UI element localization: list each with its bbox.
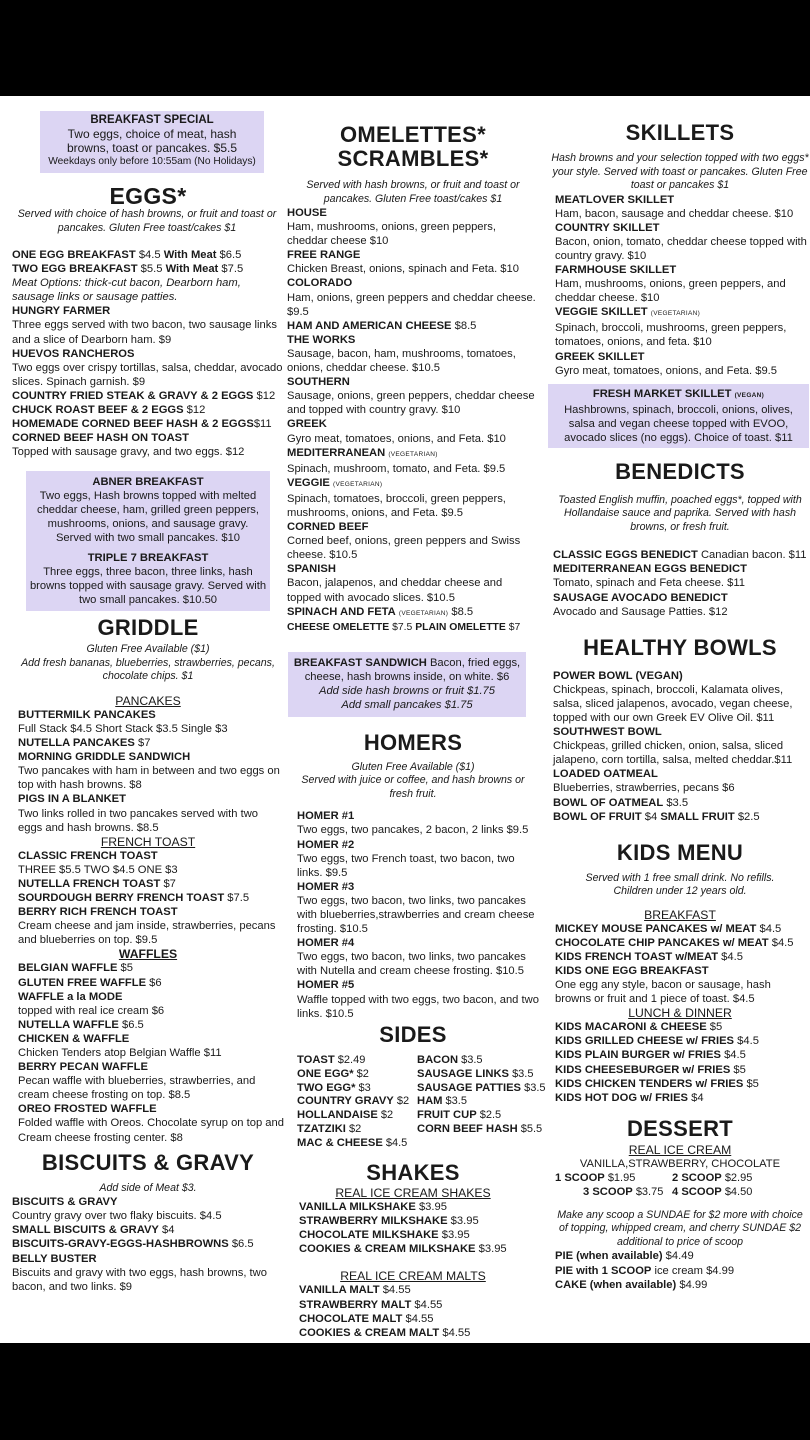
- homers-title: HOMERS: [363, 729, 463, 755]
- huevos-desc: Two eggs over crispy tortillas, salsa, cheddar, avocado slices. Spinach garnish. $9: [12, 361, 283, 388]
- bg-name: BISCUITS & GRAVY: [12, 1196, 118, 1209]
- kids-breakfast-header: BREAKFAST: [644, 907, 716, 922]
- shake-item: STRAWBERRY MILKSHAKE $3.95: [299, 1215, 479, 1228]
- side-item: FRUIT CUP $2.5: [417, 1109, 502, 1122]
- omelettes-intro: Served with hash browns, or fruit and toast or pancakes. Gluten Free toast/cakes $1: [306, 179, 520, 205]
- shake-item: COOKIES & CREAM MILKSHAKE $3.95: [299, 1243, 507, 1256]
- benedicts-list: CLASSIC EGGS BENEDICT Canadian bacon. $11 MEDITERRANEAN EGGS BENEDICT Tomato, spinach and Feta cheese. $11 SAUSAGE AVOCADO BENEDICT Avocado and Sausage Patties. $12: [553, 549, 807, 618]
- side-item: HOLLANDAISE $2: [297, 1109, 394, 1122]
- breakfast-special-box: [40, 111, 264, 173]
- omelette-list-2: THE WORKS Sausage, bacon, ham, mushrooms, tomatoes, onions, cheddar cheese. $10.5 SOUTHERN Sausage, onions, green peppers, cheddar cheese and topped with country gravy. $10 GREEK Gyro meat, tomatoes, onions, and Feta. $10: [287, 333, 535, 445]
- kids-breakfast-list: MICKEY MOUSE PANCAKES w/ MEAT $4.5 CHOCOLATE CHIP PANCAKES w/ MEAT $4.5 KIDS FRENCH TOAST w/MEAT $4.5 KIDS ONE EGG BREAKFAST: [555, 922, 794, 977]
- menu-item-nutella-pancakes: NUTELLA PANCAKES $7: [18, 737, 151, 750]
- column-right: [551, 96, 809, 1292]
- ala-mode-desc: topped with real ice cream $6: [18, 1004, 165, 1017]
- side-item: HAM $3.5: [417, 1095, 467, 1108]
- menu-item-small-bg: SMALL BISCUITS & GRAVY $4: [12, 1224, 175, 1237]
- column-middle: [287, 96, 546, 1340]
- pigs-name: PIGS IN A BLANKET: [18, 793, 126, 806]
- classic-ft-name: CLASSIC FRENCH TOAST: [18, 849, 158, 862]
- breakfast-special-line2: browns, toast or pancakes. $5.5: [66, 141, 238, 155]
- malt-item: STRAWBERRY MALT $4.55: [299, 1298, 443, 1311]
- waffles-header: WAFFLES: [118, 947, 178, 962]
- menu-item-belgian: BELGIAN WAFFLE $5: [18, 962, 133, 975]
- side-item: CORN BEEF HASH $5.5: [417, 1123, 543, 1136]
- menu-item-cfs: COUNTRY FRIED STEAK & GRAVY & 2 EGGS $12: [12, 389, 276, 402]
- biscuits-intro: Add side of Meat $3.: [99, 1181, 197, 1194]
- berry-pecan-name: BERRY PECAN WAFFLE: [18, 1061, 148, 1074]
- hungry-farmer-name: HUNGRY FARMER: [12, 305, 111, 318]
- fresh-market-desc: Hashbrowns, spinach, broccoli, onions, olives, salsa and vegan cheese topped with EVOO, avocado slices (no eggs). Choice of toast. $11: [564, 403, 793, 444]
- menu-item-spinach-feta: SPINACH AND FETA (VEGETARIAN) $8.5: [287, 605, 474, 618]
- shakes-list: [287, 1200, 539, 1256]
- menu-item-mediterranean: MEDITERRANEAN (VEGETARIAN): [287, 446, 438, 459]
- pigs-desc: Two links rolled in two pancakes served with two eggs and hash browns. $8.5: [18, 807, 259, 834]
- menu-item-one-egg: ONE EGG BREAKFAST $4.5 With Meat $6.5: [12, 249, 242, 261]
- chicken-waffle-name: CHICKEN & WAFFLE: [18, 1032, 130, 1045]
- abner-title: ABNER BREAKFAST: [92, 476, 204, 489]
- corned-on-toast-name: CORNED BEEF HASH ON TOAST: [12, 432, 189, 445]
- sandwich-desc: BREAKFAST SANDWICH Bacon, fried eggs, cheese, hash browns inside, on white. $6: [293, 656, 521, 683]
- breakfast-special-note: Weekdays only before 10:55am (No Holidays): [48, 156, 256, 167]
- sides-list: [287, 1053, 546, 1151]
- side-item: TOAST $2.49: [297, 1053, 366, 1066]
- menu-item-veggie-skillet: VEGGIE SKILLET (VEGETARIAN): [555, 306, 701, 319]
- kids-intro: Served with 1 free small drink. No refills. Children under 12 years old.: [585, 871, 775, 898]
- shake-item: CHOCOLATE MILKSHAKE $3.95: [299, 1229, 470, 1242]
- waffles-list: [12, 961, 284, 1144]
- malt-item: CHOCOLATE MALT $4.55: [299, 1312, 434, 1325]
- griddle-title: GRIDDLE: [97, 615, 199, 641]
- menu-item-nutella-ft: NUTELLA FRENCH TOAST $7: [18, 877, 176, 890]
- skillets-title: SKILLETS: [625, 120, 735, 145]
- kids-one-egg-desc: One egg any style, bacon or sausage, hash browns or fruit and 1 piece of toast. $4.5: [555, 979, 771, 1006]
- benedicts-intro: Toasted English muffin, poached eggs*, topped with Hollandaise sauce and paprika. Served with hash browns, or fresh fruit.: [558, 493, 802, 533]
- shake-item: VANILLA MILKSHAKE $3.95: [299, 1201, 447, 1214]
- menu-item-cheese-plain: CHEESE OMELETTE $7.5 PLAIN OMELETTE $7: [287, 621, 521, 633]
- side-item: MAC & CHEESE $4.5: [297, 1137, 408, 1150]
- menu-item-veggie: VEGGIE (VEGETARIAN): [287, 476, 383, 489]
- skillets-list: MEATLOVER SKILLET Ham, bacon, sausage and cheddar cheese. $10 COUNTRY SKILLET Bacon, onion, tomato, cheddar cheese topped with country gravy. $10 FARMHOUSE SKILLET Ham, mushrooms, onions, green peppers, and cheddar cheese. $10 VEGGIE SKILLET (VEGETARIAN) Spinach, broccoli, mushrooms, green peppers, tomatoes, onions, and feta. $10 GREEK SKILLET Gyro meat, tomatoes, onions, and Feta. $9.5: [551, 193, 809, 378]
- oreo-desc: Folded waffle with Oreos. Chocolate syrup on top and Cream cheese frosting center. $8: [18, 1117, 284, 1144]
- bg-desc: Country gravy over two flaky biscuits. $4.5: [12, 1210, 222, 1223]
- bowls-title: HEALTHY BOWLS: [583, 634, 777, 660]
- abner-desc: Two eggs, Hash browns topped with melted cheddar cheese, ham, grilled green peppers, mushrooms, onions, and sausage gravy. Served with two small pancakes. $10: [36, 490, 260, 545]
- menu-item-two-egg: TWO EGG BREAKFAST $5.5 With Meat $7.5: [12, 263, 244, 276]
- kids-lunch-list: KIDS MACARONI & CHEESE $5 KIDS GRILLED CHEESE w/ FRIES $4.5 KIDS PLAIN BURGER w/ FRIES $4.5 KIDS CHEESEBURGER w/ FRIES $5 KIDS CHICKEN TENDERS w/ FRIES $5 KIDS HOT DOG w/ FRIES $4: [555, 1021, 759, 1104]
- corned-on-toast-desc: Topped with sausage gravy, and two eggs. $12: [12, 446, 245, 459]
- eggs-intro: Served with choice of hash browns, or fruit and toast or pancakes. Gluten Free toast/cakes $1: [17, 208, 277, 234]
- bowls-list: POWER BOWL (VEGAN) Chickpeas, spinach, broccoli, Kalamata olives, salsa, sliced jalapenos, avocado, vegan cheese, topped with our own Greek EV Olive Oil. $11 SOUTHWEST BOWL Chickpeas, grilled chicken, onion, salsa, sliced jalapeno, corn tortilla, salsa, melted cheddar.$11 LOADED OATMEAL Blueberries, strawberries, pecans $6 BOWL OF OATMEAL $3.5 BOWL OF FRUIT $4 SMALL FRUIT $2.5: [553, 669, 793, 823]
- morning-desc: Two pancakes with ham in between and two eggs on top with hash browns. $8: [18, 765, 280, 792]
- griddle-intro2: Add fresh bananas, blueberries, strawberries, pecans, chocolate chips. $1: [21, 656, 275, 683]
- menu-sheet: [0, 96, 810, 1343]
- side-item: COUNTRY GRAVY $2: [297, 1095, 410, 1108]
- benedicts-title: BENEDICTS: [615, 458, 745, 484]
- berry-pecan-desc: Pecan waffle with blueberries, strawberries, and cream cheese frosting on top. $8.5: [18, 1075, 256, 1102]
- buttermilk-desc: Full Stack $4.5 Short Stack $3.5 Single $3: [18, 723, 228, 735]
- kids-title: KIDS MENU: [616, 839, 744, 865]
- omelette-list-1: HOUSE Ham, mushrooms, onions, green peppers, cheddar cheese $10 FREE RANGE Chicken Breast, onions, spinach and Feta. $10 COLORADO Ham, onions, green peppers and cheddar cheese. $9.5: [287, 207, 536, 318]
- side-item: TZATZIKI $2: [297, 1123, 362, 1136]
- homers-intro2: Served with juice or coffee, and hash browns or fresh fruit.: [301, 774, 525, 800]
- shakes-title: SHAKES: [366, 1160, 460, 1186]
- breakfast-special-title: BREAKFAST SPECIAL: [90, 114, 214, 126]
- side-item: SAUSAGE PATTIES $3.5: [417, 1081, 546, 1094]
- buttermilk-name: BUTTERMILK PANCAKES: [18, 708, 156, 721]
- dessert-ice-header: REAL ICE CREAM: [628, 1142, 732, 1157]
- sandwich-add1: Add side hash browns or fruit $1.75: [319, 684, 495, 697]
- ala-mode-name: WAFFLE a la MODE: [18, 990, 123, 1003]
- menu-item-nutella-waffle: NUTELLA WAFFLE $6.5: [18, 1018, 144, 1031]
- veggie-desc: Spinach, tomatoes, broccoli, green peppers, mushrooms, onions, and Feta. $9.5: [287, 492, 506, 519]
- menu-item-bg-combo: BISCUITS-GRAVY-EGGS-HASHBROWNS $6.5: [12, 1238, 254, 1251]
- morning-name: MORNING GRIDDLE SANDWICH: [18, 751, 191, 764]
- belly-desc: Biscuits and gravy with two eggs, hash browns, two bacon, and two links. $9: [12, 1266, 267, 1293]
- side-item: TWO EGG* $3: [297, 1081, 371, 1094]
- sundae-note: Make any scoop a SUNDAE for $2 more with choice of topping, whipped cream, and cherry SUNDAE $2 additional to price of scoop: [557, 1208, 803, 1248]
- huevos-name: HUEVOS RANCHEROS: [12, 347, 135, 360]
- hungry-farmer-desc: Three eggs served with two bacon, two sausage links and a slice of Dearborn ham. $9: [12, 319, 277, 346]
- menu-item-ham-american: HAM AND AMERICAN CHEESE $8.5: [287, 319, 477, 332]
- dessert-flavors: VANILLA,STRAWBERRY, CHOCOLATE: [579, 1157, 781, 1170]
- shakes-header: REAL ICE CREAM SHAKES: [335, 1186, 491, 1201]
- menu-item-sourdough: SOURDOUGH BERRY FRENCH TOAST $7.5: [18, 892, 250, 905]
- oreo-name: OREO FROSTED WAFFLE: [18, 1103, 157, 1116]
- griddle-intro1: Gluten Free Available ($1): [86, 643, 210, 656]
- fresh-market-box: FRESH MARKET SKILLET (VEGAN) Hashbrowns, spinach, broccoli, onions, olives, salsa and vegan cheese topped with EVOO, avocado slices (no eggs). Choice of toast. $11: [548, 384, 809, 448]
- triple7-desc: Three eggs, three bacon, three links, hash browns topped with sausage gravy. Served with two small pancakes. $10.50: [29, 566, 267, 607]
- french-list: [12, 849, 284, 948]
- menu-item-chuck: CHUCK ROAST BEEF & 2 EGGS $12: [12, 404, 206, 417]
- omelettes-title: OMELETTES* SCRAMBLES*: [337, 122, 489, 171]
- malts-list: [287, 1283, 539, 1339]
- kids-lunch-header: LUNCH & DINNER: [628, 1006, 732, 1021]
- side-item: SAUSAGE LINKS $3.5: [417, 1067, 534, 1080]
- homers-intro1: Gluten Free Available ($1): [351, 760, 475, 773]
- mediterranean-desc: Spinach, mushroom, tomato, and Feta. $9.5: [287, 462, 506, 475]
- triple7-title: TRIPLE 7 BREAKFAST: [87, 552, 209, 565]
- dessert-title: DESSERT: [626, 1115, 733, 1141]
- classic-ft-desc: THREE $5.5 TWO $4.5 ONE $3: [18, 863, 178, 876]
- skillets-intro: Hash browns and your selection topped with two eggs* your style. Served with toast or pancakes. Gluten Free toast or pancakes $1: [551, 152, 809, 191]
- malt-item: VANILLA MALT $4.55: [299, 1284, 411, 1297]
- pancakes-header: PANCAKES: [115, 693, 181, 708]
- menu-item-homemade-hash: HOMEMADE CORNED BEEF HASH & 2 EGGS$11: [12, 418, 272, 431]
- side-item: BACON $3.5: [417, 1053, 483, 1066]
- menu-item-gf-waffle: GLUTEN FREE WAFFLE $6: [18, 976, 162, 989]
- breakfast-sandwich-box: [288, 652, 526, 717]
- belly-name: BELLY BUSTER: [12, 1252, 97, 1265]
- column-left: [12, 96, 284, 1294]
- biscuits-title: BISCUITS & GRAVY: [41, 1149, 255, 1175]
- meat-options: Meat Options: thick-cut bacon, Dearborn ham, sausage links or sausage patties.: [12, 277, 241, 304]
- abner-box: [26, 471, 270, 611]
- sides-title: SIDES: [379, 1021, 447, 1047]
- side-item: ONE EGG* $2: [297, 1067, 369, 1080]
- eggs-title: EGGS*: [109, 183, 187, 209]
- breakfast-special-line1: Two eggs, choice of meat, hash: [67, 127, 237, 141]
- berry-rich-desc: Cream cheese and jam inside, strawberries, pecans and blueberries on top. $9.5: [18, 920, 276, 947]
- malt-item: COOKIES & CREAM MALT $4.55: [299, 1326, 471, 1339]
- berry-rich-name: BERRY RICH FRENCH TOAST: [18, 906, 178, 919]
- dessert-list: PIE (when available) $4.49 PIE with 1 SCOOP ice cream $4.99 CAKE (when available) $4.99: [555, 1250, 735, 1291]
- scoops-grid: 1 SCOOP $1.95 2 SCOOP $2.95 3 SCOOP $3.75 4 SCOOP $4.50: [555, 1171, 753, 1198]
- malts-header: REAL ICE CREAM MALTS: [340, 1269, 486, 1284]
- french-toast-header: FRENCH TOAST: [100, 834, 196, 849]
- omelette-list-3: CORNED BEEF Corned beef, onions, green peppers and Swiss cheese. $10.5 SPANISH Bacon, jalapenos, and cheddar cheese and topped with avocado slices. $10.5: [287, 521, 521, 604]
- homers-list: HOMER #1 Two eggs, two pancakes, 2 bacon, 2 links $9.5 HOMER #2 Two eggs, two French toast, two bacon, two links. $9.5 HOMER #3 Two eggs, two bacon, two links, two pancakes with blueberries,strawberries and cream cheese frosting. $10.5 HOMER #4 Two eggs, two bacon, two links, two pancakes with Nutella and cream cheese frosting. $10.5 HOMER #5 Waffle topped with two eggs, two bacon, and two links. $10.5: [297, 810, 539, 1020]
- griddle-list: [12, 708, 284, 835]
- sandwich-add2: Add small pancakes $1.75: [341, 698, 473, 711]
- chicken-waffle-desc: Chicken Tenders atop Belgian Waffle $11: [18, 1046, 222, 1059]
